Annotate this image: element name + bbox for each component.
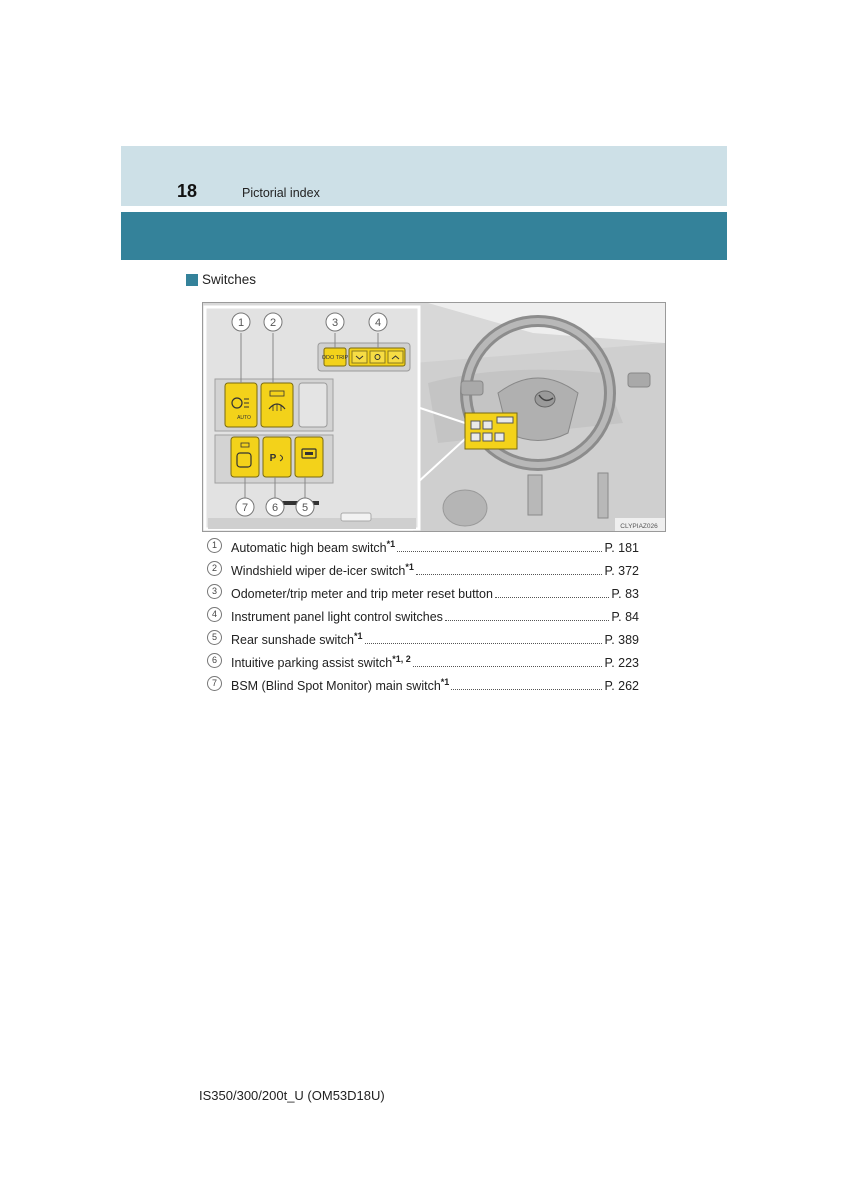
subheading-text: Switches	[202, 272, 257, 287]
auto-label: AUTO	[237, 415, 251, 421]
item-label: Rear sunshade switch$^{*1}$	[231, 631, 363, 647]
parking-label: P	[269, 453, 277, 464]
callout-3: 3	[331, 317, 339, 329]
leader-dots	[365, 643, 603, 644]
section-title: Pictorial index	[242, 186, 320, 200]
leader-dots	[413, 666, 603, 667]
list-item	[207, 578, 639, 601]
item-page-ref[interactable]: P. 223	[604, 656, 639, 670]
item-number: 6	[207, 653, 222, 668]
list-item	[207, 647, 639, 670]
switch-reference-list	[207, 532, 639, 693]
square-bullet-icon	[186, 274, 198, 286]
leader-dots	[451, 689, 602, 690]
item-page-ref[interactable]: P. 262	[604, 679, 639, 693]
item-number: 2	[207, 561, 222, 576]
callout-5: 5	[301, 502, 309, 514]
item-label: Automatic high beam switch$^{*1}$	[231, 539, 396, 555]
item-page-ref[interactable]: P. 372	[604, 564, 639, 578]
illustration-svg	[203, 303, 665, 531]
item-page-ref[interactable]: P. 83	[611, 587, 639, 601]
item-number: 4	[207, 607, 222, 622]
list-item	[207, 532, 639, 555]
item-label: Instrument panel light control switches	[231, 610, 443, 624]
leader-dots	[495, 597, 610, 598]
list-item	[207, 555, 639, 578]
item-page-ref[interactable]: P. 181	[604, 541, 639, 555]
callout-7: 7	[241, 502, 249, 514]
item-label: Windshield wiper de-icer switch$^{*1}$	[231, 562, 414, 578]
item-note: *1, 2	[392, 654, 411, 664]
item-page-ref[interactable]: P. 84	[611, 610, 639, 624]
item-number: 5	[207, 630, 222, 645]
footer-model-code: IS350/300/200t_U (OM53D18U)	[199, 1088, 385, 1103]
list-item	[207, 670, 639, 693]
image-code: CLYPIAZ026	[620, 523, 658, 530]
item-page-ref[interactable]: P. 389	[604, 633, 639, 647]
item-number: 1	[207, 538, 222, 553]
item-note: *1	[405, 562, 414, 572]
leader-dots	[416, 574, 603, 575]
callout-4: 4	[374, 317, 382, 329]
item-note: *1	[440, 677, 450, 687]
odo-trip-label: ODO TRIP	[321, 355, 349, 361]
switches-illustration	[202, 302, 666, 532]
item-note: *1	[353, 631, 363, 641]
item-number: 3	[207, 584, 222, 599]
callout-1: 1	[237, 317, 245, 329]
callout-2: 2	[269, 317, 277, 329]
item-note: *1	[386, 539, 396, 549]
section-banner	[121, 212, 727, 260]
item-label: BSM (Blind Spot Monitor) main switch$^{*1}$	[231, 677, 450, 693]
subheading	[186, 272, 256, 287]
item-number: 7	[207, 676, 222, 691]
switch-cluster-highlight	[465, 413, 517, 449]
page-number: 18	[177, 181, 198, 201]
item-label: Odometer/trip meter and trip meter reset button	[231, 587, 493, 601]
list-item	[207, 624, 639, 647]
callout-6: 6	[271, 502, 279, 514]
header-band	[121, 146, 727, 206]
leader-dots	[397, 551, 602, 552]
list-item	[207, 601, 639, 624]
leader-dots	[445, 620, 610, 621]
item-label: Intuitive parking assist switch$^{*1, 2}$	[231, 654, 411, 670]
